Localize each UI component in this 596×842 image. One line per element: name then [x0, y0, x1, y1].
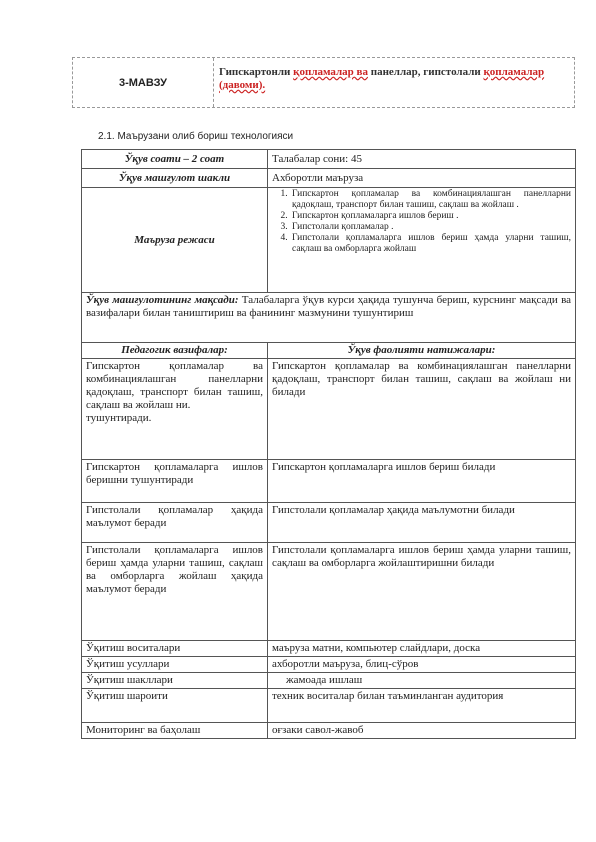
goal-label: Ўқув машғулотининг мақсади: — [86, 294, 239, 306]
plan-item: 4. Гипстолали қопламаларга ишлов бериш ҳамда уларни ташиш, сақлаш ва омборларга жойлаш — [290, 233, 571, 255]
result-verb: билади — [462, 461, 496, 473]
title-part-1: Гипскартонли — [219, 66, 294, 78]
pedagogic-task — [82, 503, 268, 543]
plan-list — [272, 189, 571, 255]
footer-value: маъруза матни, компьютер слайдлари, доска — [268, 641, 576, 657]
result-text: Гипстолали қопламалар ҳақида маълумот — [272, 504, 468, 516]
learning-result — [268, 543, 576, 641]
students-cell: Талабалар сони: 45 — [268, 150, 576, 169]
pedagogic-task — [82, 543, 268, 641]
footer-label: Ўқитиш шакллари — [82, 673, 268, 689]
goal-cell — [82, 293, 576, 343]
learning-result — [268, 460, 576, 503]
footer-label: Мониторинг ва баҳолаш — [82, 723, 268, 739]
footer-value: ахборотли маъруза, блиц-сўров — [268, 657, 576, 673]
title-part-2: панеллар, гипстолали — [367, 66, 484, 78]
results-header: Ўқув фаолияти натижалари: — [268, 343, 576, 359]
result-text: Гипскартон қопламаларга ишлов бериш — [272, 461, 463, 473]
header-divider — [213, 58, 214, 107]
task-verb: тушунтиради. — [86, 412, 152, 424]
plan-item: 1. Гипскартон қопламалар ва комбинациялашган панелларни қадоқлаш, транспорт билан ташиш, сақлаш ва жойлаш . — [290, 189, 571, 211]
task-text: Гипскартон қопламаларга ишлов беришни тушунтиради — [86, 461, 263, 486]
topic-title — [219, 66, 568, 92]
goal-text: Талабаларга ўқув курси ҳақида тушунча бериш, курснинг мақсади ва вазифалари билан таништириш ва фанининг мазмунини тушунтириш — [86, 294, 571, 319]
learning-result — [268, 359, 576, 460]
result-verb: ни билади — [272, 373, 571, 398]
section-title: 2.1. Маърузани олиб бориш технологияси — [98, 131, 294, 142]
pedagogic-task — [82, 359, 268, 460]
topic-number: 3-МАВЗУ — [118, 76, 167, 89]
hours-cell: Ўқув соати – 2 соат — [82, 150, 268, 169]
footer-label: Ўқитиш шароити — [82, 689, 268, 723]
pedagogic-header: Педагогик вазифалар: — [82, 343, 268, 359]
title-highlight-2: қопламалар (давоми). — [219, 66, 545, 91]
learning-result — [268, 503, 576, 543]
plan-item: 2. Гипскартон қопламаларга ишлов бериш . — [290, 211, 571, 222]
topic-header — [72, 57, 575, 108]
title-highlight-1: қопламалар ва — [293, 66, 368, 78]
task-text: Гипстолали қопламаларга ишлов бериш ҳамда уларни ташиш, сақлаш ва омборларга жойлаш ҳақида маълумот — [86, 544, 263, 595]
form-value: Ахборотли маъруза — [268, 169, 576, 188]
plan-label: Маъруза режаси — [82, 188, 268, 293]
result-text: Гипстолали қопламаларга ишлов бериш ҳамда уларни ташиш, сақлаш ва омборларга жойлаштиришни билади — [272, 544, 571, 569]
task-verb: беради — [134, 583, 167, 595]
footer-label: Ўқитиш воситалари — [82, 641, 268, 657]
result-text: Гипскартон қопламалар ва комбинациялашган панелларни қадоқлаш, транспорт билан ташиш, сақлаш ва жойлаш — [272, 360, 571, 385]
result-verb: ни билади — [467, 504, 515, 516]
task-text: Гипскартон қопламалар ва комбинациялашган панелларни қадоқлаш, транспорт билан ташиш, сақлаш ва жойлаш ни. — [86, 360, 263, 411]
lecture-table — [81, 149, 576, 739]
form-label: Ўқув машғулот шакли — [82, 169, 268, 188]
plan-cell — [268, 188, 576, 293]
footer-label: Ўқитиш усуллари — [82, 657, 268, 673]
footer-value: техник воситалар билан таъминланган аудитория — [268, 689, 576, 723]
footer-value: оғзаки савол-жавоб — [268, 723, 576, 739]
task-verb: беради — [134, 517, 167, 529]
task-text: Гипстолали қопламалар ҳақида маълумот — [86, 504, 263, 529]
plan-item: 3. Гипстолали қопламалар . — [290, 222, 571, 233]
pedagogic-task — [82, 460, 268, 503]
footer-value: жамоада ишлаш — [268, 673, 576, 689]
